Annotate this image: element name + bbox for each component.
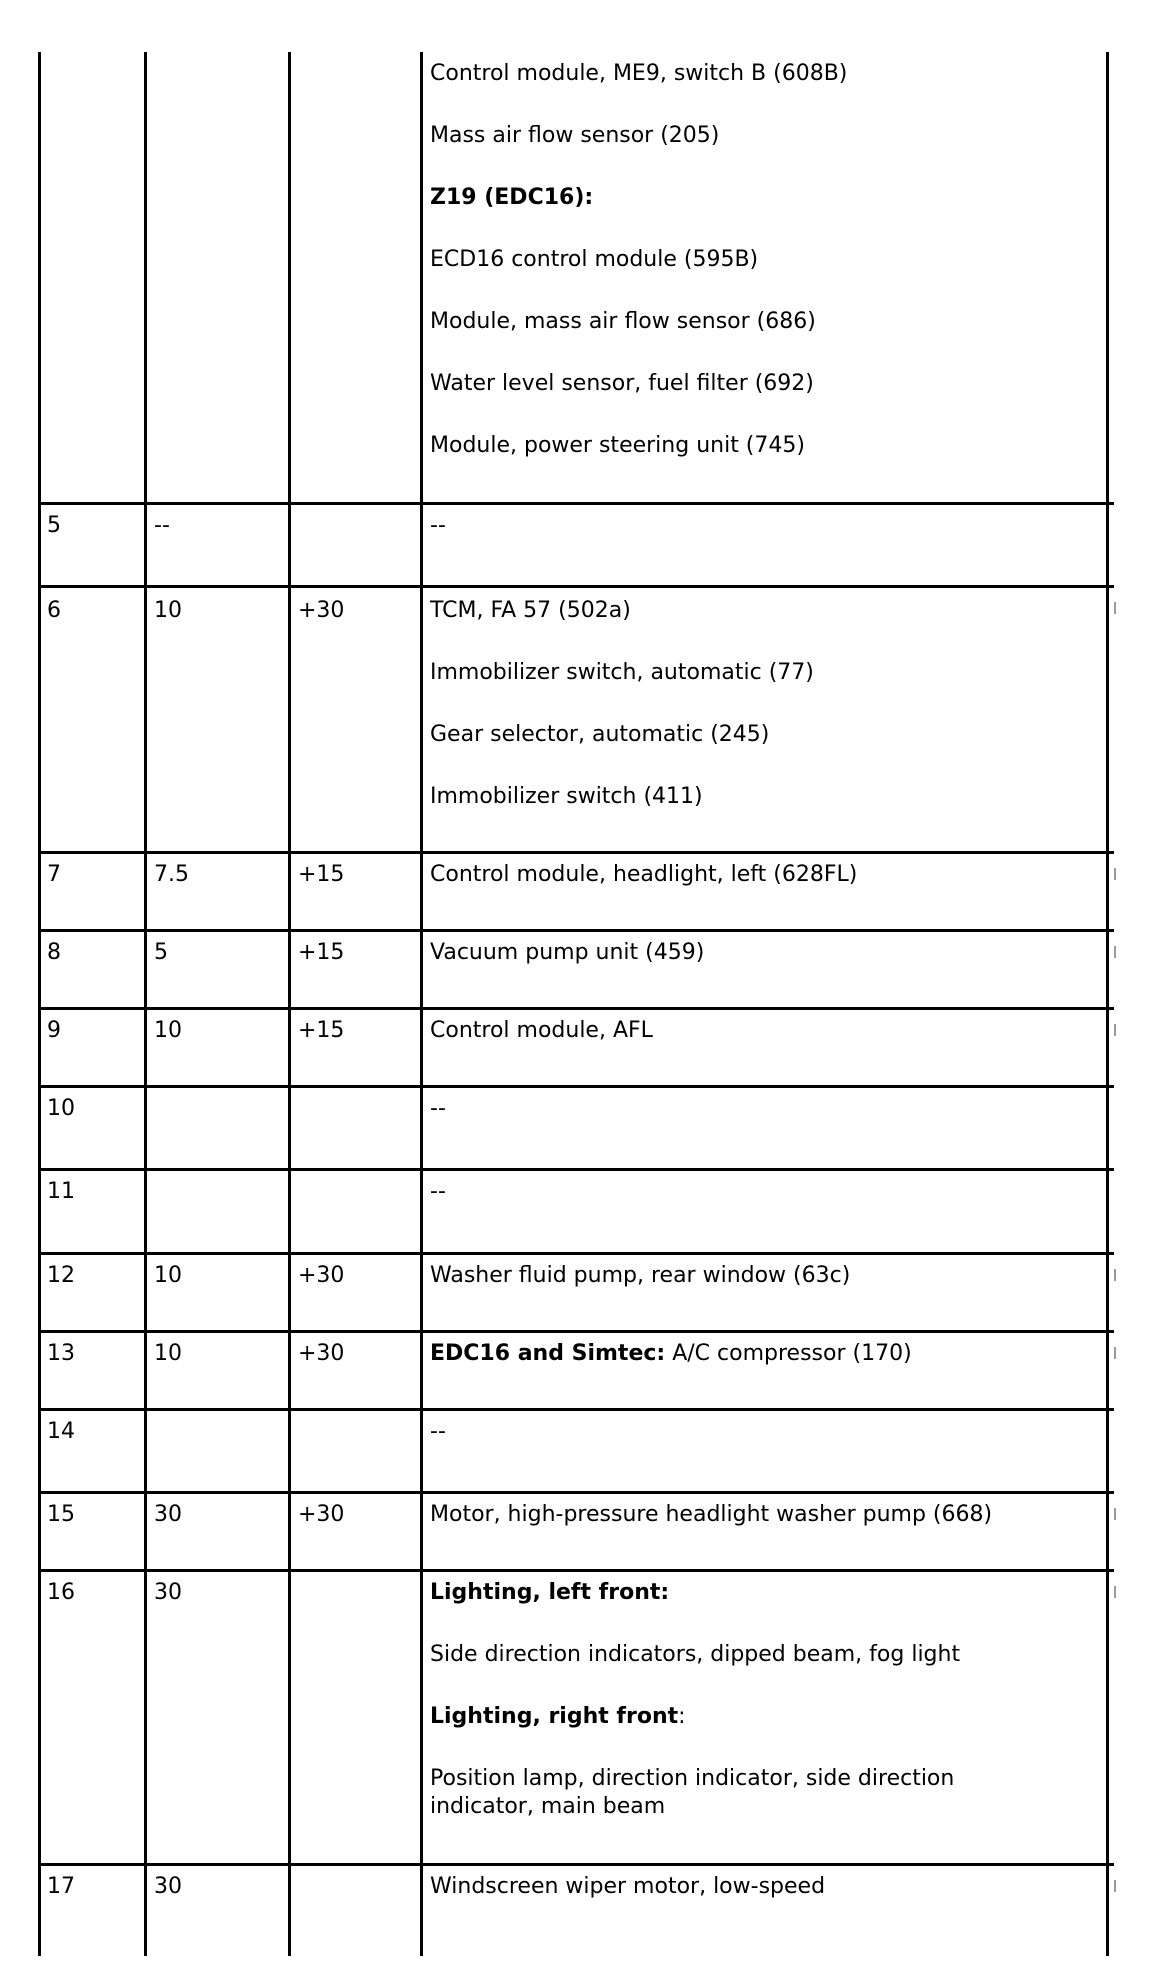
component-text: : (678, 1704, 686, 1729)
component-text: Motor, high-pressure headlight washer pump (668) (430, 1502, 993, 1527)
amperage: 30 (154, 1874, 182, 1899)
row-line (38, 1408, 1114, 1411)
component-text: Module, power steering unit (745) (430, 433, 805, 458)
component-text: Windscreen wiper motor, low-speed (430, 1874, 826, 1899)
component-text: -- (430, 1179, 446, 1204)
component-text: -- (430, 513, 446, 538)
edge-tick (1114, 602, 1116, 614)
component-text: Mass air flow sensor (205) (430, 123, 720, 148)
section-heading: Lighting, left front: (430, 1580, 670, 1605)
component-text: Immobilizer switch, automatic (77) (430, 660, 814, 685)
edge-tick (1114, 946, 1116, 958)
component-text: Washer fluid pump, rear window (63c) (430, 1263, 851, 1288)
fuse-number: 12 (47, 1263, 75, 1288)
edge-tick (1114, 1880, 1116, 1892)
component-text: -- (430, 1096, 446, 1121)
component-text: Water level sensor, fuel filter (692) (430, 371, 814, 396)
amperage: 10 (154, 1263, 182, 1288)
component-text: Gear selector, automatic (245) (430, 722, 770, 747)
amperage: 30 (154, 1502, 182, 1527)
fuse-number: 9 (47, 1018, 61, 1043)
component-text: Module, mass air flow sensor (686) (430, 309, 816, 334)
component-text: TCM, FA 57 (502a) (430, 598, 631, 623)
component-text: -- (430, 1419, 446, 1444)
component-text: indicator, main beam (430, 1794, 666, 1819)
edge-tick (1114, 1269, 1116, 1281)
row-line (38, 1252, 1114, 1255)
component-text: Position lamp, direction indicator, side direction (430, 1766, 955, 1791)
row-line (38, 851, 1114, 854)
fuse-number: 6 (47, 598, 61, 623)
component-text: Vacuum pump unit (459) (430, 940, 705, 965)
row-line (38, 585, 1114, 588)
fuse-number: 15 (47, 1502, 75, 1527)
amperage: 10 (154, 1341, 182, 1366)
component-text: A/C compressor (170) (665, 1341, 912, 1366)
fuse-number: 8 (47, 940, 61, 965)
component-text: Control module, ME9, switch B (608B) (430, 61, 848, 86)
edge-tick (1114, 1586, 1116, 1598)
col-line-left (38, 52, 41, 1956)
edge-tick (1114, 868, 1116, 880)
fuse-number: 14 (47, 1419, 75, 1444)
supply: +30 (298, 1341, 345, 1366)
edge-tick (1114, 1024, 1116, 1036)
row-line (38, 1085, 1114, 1088)
component-text: ECD16 control module (595B) (430, 247, 759, 272)
amperage: 7.5 (154, 862, 189, 887)
col-line-fuse (144, 52, 147, 1956)
fuse-number: 5 (47, 513, 61, 538)
amperage: 30 (154, 1580, 182, 1605)
supply: +30 (298, 1263, 345, 1288)
row-line (38, 929, 1114, 932)
fuse-number: 16 (47, 1580, 75, 1605)
fuse-number: 10 (47, 1096, 75, 1121)
component-text: Control module, AFL (430, 1018, 653, 1043)
fuse-number: 13 (47, 1341, 75, 1366)
amperage: 10 (154, 1018, 182, 1043)
bold-prefix: EDC16 and Simtec: (430, 1341, 666, 1366)
col-line-amp (288, 52, 291, 1956)
supply: +15 (298, 1018, 345, 1043)
fuse-number: 7 (47, 862, 61, 887)
component-line (430, 1703, 686, 1731)
supply: +15 (298, 940, 345, 965)
edge-tick (1114, 1508, 1116, 1520)
row-line (38, 1491, 1114, 1494)
row-line (38, 1007, 1114, 1010)
edge-tick (1114, 1347, 1116, 1359)
col-line-supply (420, 52, 423, 1956)
amperage: 10 (154, 598, 182, 623)
col-line-right (1106, 52, 1109, 1956)
row-line (38, 1863, 1114, 1866)
row-line (38, 502, 1114, 505)
row-line (38, 1569, 1114, 1572)
fuse-number: 11 (47, 1179, 75, 1204)
component-text: Immobilizer switch (411) (430, 784, 703, 809)
fuse-number: 17 (47, 1874, 75, 1899)
component-text: Side direction indicators, dipped beam, fog light (430, 1642, 961, 1667)
row-line (38, 1168, 1114, 1171)
supply: +15 (298, 862, 345, 887)
section-heading: Z19 (EDC16): (430, 185, 594, 210)
bold-prefix: Lighting, right front (430, 1704, 679, 1729)
amperage: -- (154, 513, 170, 538)
amperage: 5 (154, 940, 168, 965)
supply: +30 (298, 1502, 345, 1527)
row-line (38, 1330, 1114, 1333)
component-line (430, 1340, 912, 1368)
supply: +30 (298, 598, 345, 623)
component-text: Control module, headlight, left (628FL) (430, 862, 858, 887)
